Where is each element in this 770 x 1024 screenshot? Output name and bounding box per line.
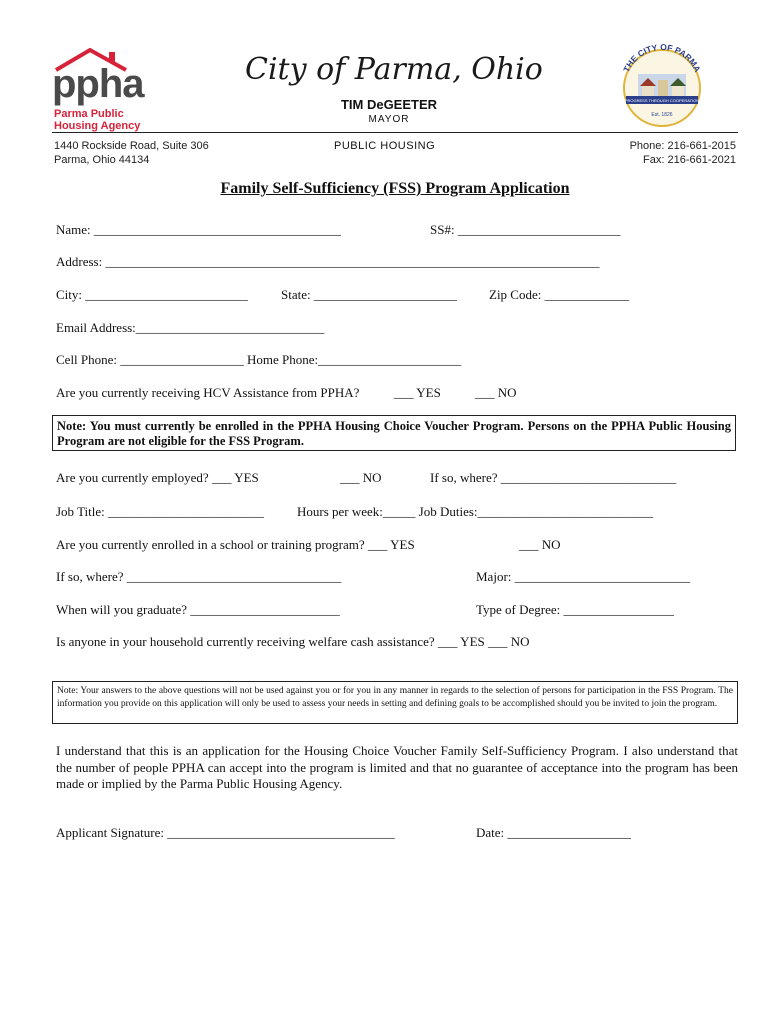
ssn-field[interactable]: SS#: _________________________ [430,222,621,237]
city-title: City of Parma, Ohio [245,52,543,87]
hcv-yes-option[interactable]: ___ YES [394,385,441,400]
signature-field[interactable]: Applicant Signature: ___________________________________ [56,825,395,840]
hcv-question: Are you currently receiving HCV Assistance from PPHA? [56,385,360,400]
header-divider [52,132,738,133]
zip-field[interactable]: Zip Code: _____________ [489,287,630,302]
hcv-no-option[interactable]: ___ NO [475,385,517,400]
name-field[interactable]: Name: ______________________________________ [56,222,341,237]
state-field[interactable]: State: ______________________ [281,287,457,302]
major-field[interactable]: Major: ___________________________ [476,569,691,584]
school-question[interactable]: Are you currently enrolled in a school or training program? ___ YES [56,537,415,552]
city-seal-icon [612,42,712,128]
hours-duties-fields[interactable]: Hours per week:_____ Job Duties:___________________________ [297,504,654,519]
school-where-field[interactable]: If so, where? _________________________________ [56,569,342,584]
contact-numbers: Phone: 216-661-2015 Fax: 216-661-2021 [629,140,736,166]
department-name: PUBLIC HOUSING [334,140,436,152]
logo-wordmark: ppha [52,62,144,106]
form-title: Family Self-Sufficiency (FSS) Program Application [220,180,570,197]
job-title-field[interactable]: Job Title: ________________________ [56,504,265,519]
logo-subtitle: Parma Public Housing Agency [54,108,141,132]
graduation-field[interactable]: When will you graduate? _______________________ [56,602,340,617]
seal-ribbon-text: PROGRESS THROUGH COOPERATION [624,98,700,103]
employed-question[interactable]: Are you currently employed? ___ YES [56,470,259,485]
employer-field[interactable]: If so, where? ___________________________ [430,470,677,485]
seal-est-text: Est. 1826 [651,112,673,118]
employed-no-option[interactable]: ___ NO [340,470,382,485]
date-field[interactable]: Date: ___________________ [476,825,631,840]
welfare-question[interactable]: Is anyone in your household currently receiving welfare cash assistance? ___ YES ___ NO [56,634,530,649]
acknowledgement-statement: I understand that this is an application for the Housing Choice Voucher Family Self-Sufficiency Program. I also understand that the number of people PPHA can accept into the program is limited and that no guarantee of acceptance into the program has been made or implied by the Parma Public Housing Agency. [56,743,738,791]
office-address: 1440 Rockside Road, Suite 306 Parma, Ohio 44134 [54,140,209,166]
confidentiality-note: Note: Your answers to the above questions will not be used against you or for you in any manner in regards to the selection of persons for participation in the FSS Program. The information you provide on this application will only be used to assess your needs in setting and defining goals to be accomplished should you be invited to join the program. [52,681,738,724]
city-field[interactable]: City: _________________________ [56,287,248,302]
address-field[interactable]: Address: ____________________________________________________________________________ [56,254,600,269]
mayor-name: TIM DeGEETER [340,97,438,112]
email-field[interactable]: Email Address:_____________________________ [56,320,325,335]
ppha-logo [52,46,152,132]
school-no-option[interactable]: ___ NO [519,537,561,552]
phone-fields[interactable]: Cell Phone: ___________________ Home Phone:______________________ [56,352,462,367]
eligibility-note: Note: You must currently be enrolled in the PPHA Housing Choice Voucher Program. Persons on the PPHA Public Housing Program are not eligible for the FSS Program. [52,415,736,451]
degree-field[interactable]: Type of Degree: _________________ [476,602,675,617]
seal-top-text: THE CITY OF PARMA [621,42,703,74]
mayor-title: MAYOR [368,114,410,125]
